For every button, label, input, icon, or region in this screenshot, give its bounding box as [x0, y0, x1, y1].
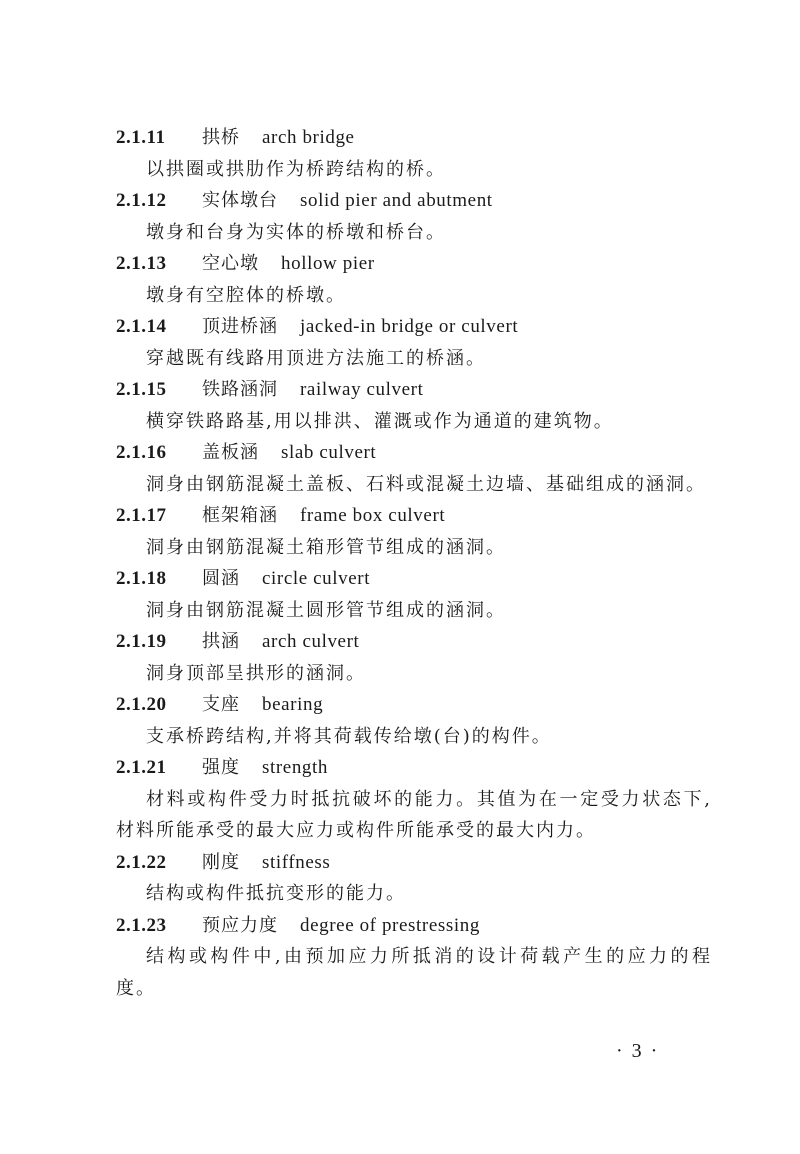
term-definition: 洞身由钢筋混凝土盖板、石料或混凝土边墙、基础组成的涵洞。 [146, 473, 706, 495]
term-definition: 洞身顶部呈拱形的涵洞。 [146, 662, 366, 684]
term-entry [116, 185, 716, 248]
term-chinese: 顶进桥涵 [202, 316, 278, 337]
term-entry [116, 311, 716, 374]
term-heading [116, 122, 716, 154]
term-number: 2.1.20 [116, 694, 167, 715]
term-english: arch culvert [262, 631, 360, 652]
term-definition: 墩身有空腔体的桥墩。 [146, 284, 346, 306]
term-heading [116, 752, 716, 784]
term-chinese: 圆涵 [202, 568, 240, 589]
term-entry [116, 374, 716, 437]
term-english: bearing [262, 694, 324, 715]
term-chinese: 预应力度 [202, 914, 278, 936]
term-entry [116, 910, 716, 1005]
term-definition: 支承桥跨结构,并将其荷载传给墩(台)的构件。 [146, 725, 552, 747]
term-english: slab culvert [281, 442, 377, 463]
term-number: 2.1.16 [116, 442, 167, 463]
term-entry [116, 626, 716, 689]
term-english: hollow pier [281, 253, 375, 274]
page-number: · 3 · [616, 1040, 660, 1062]
term-english: strength [262, 757, 329, 778]
term-entry [116, 500, 716, 563]
term-heading [116, 185, 716, 217]
term-english: solid pier and abutment [300, 190, 493, 211]
term-heading [116, 689, 716, 721]
term-number: 2.1.17 [116, 505, 167, 526]
term-chinese: 空心墩 [202, 253, 259, 274]
term-definition: 以拱圈或拱肋作为桥跨结构的桥。 [146, 158, 446, 180]
term-chinese: 拱涵 [202, 631, 240, 652]
term-chinese: 实体墩台 [202, 190, 278, 211]
term-heading [116, 847, 716, 879]
term-number: 2.1.13 [116, 253, 167, 274]
term-heading [116, 374, 716, 406]
term-english: railway culvert [300, 379, 424, 400]
term-entry [116, 689, 716, 752]
term-heading [116, 626, 716, 658]
term-chinese: 盖板涵 [202, 442, 259, 463]
term-heading [116, 311, 716, 343]
term-english: arch bridge [262, 127, 355, 148]
term-definition: 墩身和台身为实体的桥墩和桥台。 [146, 221, 446, 243]
term-english: degree of prestressing [300, 914, 480, 936]
term-entry [116, 847, 716, 910]
term-heading [116, 563, 716, 595]
term-definition: 结构或构件抵抗变形的能力。 [146, 883, 406, 904]
term-number: 2.1.14 [116, 316, 167, 337]
term-number: 2.1.18 [116, 568, 167, 589]
term-definition: 横穿铁路路基,用以排洪、灌溉或作为通道的建筑物。 [146, 410, 614, 432]
term-chinese: 拱桥 [202, 127, 240, 148]
term-chinese: 框架箱涵 [202, 505, 278, 526]
term-number: 2.1.15 [116, 379, 167, 400]
term-chinese: 支座 [202, 694, 240, 715]
term-heading [116, 500, 716, 532]
term-number: 2.1.19 [116, 631, 167, 652]
term-english: circle culvert [262, 568, 371, 589]
term-english: jacked-in bridge or culvert [300, 316, 519, 337]
term-number: 2.1.23 [116, 914, 167, 936]
term-heading [116, 910, 716, 942]
term-number: 2.1.22 [116, 851, 167, 873]
term-definition: 材料或构件受力时抵抗破坏的能力。其值为在一定受力状态下,材料所能承受的最大应力或构件所能承受的最大内力。 [116, 788, 712, 841]
term-number: 2.1.21 [116, 757, 167, 778]
term-entry [116, 437, 716, 500]
term-number: 2.1.12 [116, 190, 167, 211]
term-list [116, 122, 716, 1004]
term-entry [116, 563, 716, 626]
term-entry [116, 122, 716, 185]
term-english: frame box culvert [300, 505, 446, 526]
term-entry [116, 248, 716, 311]
term-chinese: 强度 [202, 757, 240, 778]
term-definition: 结构或构件中,由预加应力所抵消的设计荷载产生的应力的程度。 [116, 946, 712, 999]
term-number: 2.1.11 [116, 127, 166, 148]
term-entry [116, 752, 716, 847]
term-definition: 洞身由钢筋混凝土圆形管节组成的涵洞。 [146, 599, 506, 621]
term-chinese: 铁路涵洞 [202, 379, 278, 400]
term-chinese: 刚度 [202, 851, 240, 873]
term-heading [116, 437, 716, 469]
term-definition: 穿越既有线路用顶进方法施工的桥涵。 [146, 347, 486, 369]
term-heading [116, 248, 716, 280]
term-definition: 洞身由钢筋混凝土箱形管节组成的涵洞。 [146, 536, 506, 558]
term-english: stiffness [262, 851, 331, 873]
